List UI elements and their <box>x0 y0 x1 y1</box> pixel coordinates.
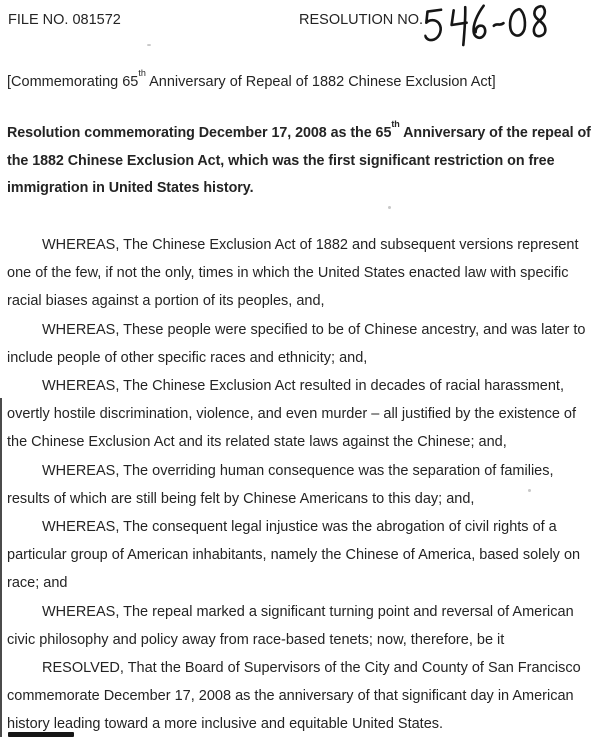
document-header <box>0 0 600 56</box>
scan-speck <box>528 489 531 492</box>
resolution-body <box>7 231 589 739</box>
scan-speck <box>388 206 391 209</box>
resolution-paragraph: RESOLVED, That the Board of Supervisors of the City and County of San Francisco commemorate December 17, 2008 as the anniversary of that significant day in American history leading toward a more inclusive and equitable United States. <box>7 660 581 733</box>
resolution-title <box>7 120 591 203</box>
bracket-title-text-cont: Anniversary of Repeal of 1882 Chinese Exclusion Act] <box>145 74 496 90</box>
resolution-paragraph: WHEREAS, The consequent legal injustice was the abrogation of civil rights of a particular group of American inhabitants, namely the Chinese of America, based solely on race; and <box>7 519 581 592</box>
resolution-title-superscript: th <box>391 119 400 130</box>
bracket-title-superscript: th <box>138 68 146 79</box>
file-number-label: FILE NO. <box>8 12 69 28</box>
resolution-number-label: RESOLUTION NO. <box>299 12 424 28</box>
scan-speck <box>147 44 151 46</box>
bottom-edge-artifact <box>8 732 74 737</box>
resolution-paragraph: WHEREAS, The repeal marked a significant turning point and reversal of American civic philosophy and policy away from race-based tenets; now, therefore, be it <box>7 603 574 648</box>
resolution-paragraph: WHEREAS, The Chinese Exclusion Act of 1882 and subsequent versions represent one of the few, if not the only, times in which the United States enacted law with specific racial biases against a portion of its peoples, and, <box>7 237 579 310</box>
handwritten-resolution-number <box>423 0 552 52</box>
bracket-title-text: [Commemorating 65 <box>7 74 139 90</box>
resolution-paragraph: WHEREAS, The Chinese Exclusion Act resulted in decades of racial harassment, overtly hostile discrimination, violence, and even murder – all justified by the existence of the Chinese Exclusion Act and its related state laws against the Chinese; and, <box>7 378 577 451</box>
file-number-value: 081572 <box>72 12 121 28</box>
resolution-title-text-cont: Anniversary of the repeal of the 1882 Chinese Exclusion Act, which was the first significant restriction on free immigration in United States history. <box>7 125 591 196</box>
resolution-paragraph: WHEREAS, These people were specified to be of Chinese ancestry, and was later to include people of other specific races and ethnicity; and, <box>7 321 586 366</box>
file-number <box>8 12 121 28</box>
bracket-short-title <box>7 68 593 90</box>
resolution-paragraph: WHEREAS, The overriding human consequence was the separation of families, results of which are still being felt by Chinese Americans to this day; and, <box>7 462 554 507</box>
left-margin-rule <box>0 398 2 737</box>
resolution-title-text: Resolution commemorating December 17, 2008 as the 65 <box>7 125 392 141</box>
